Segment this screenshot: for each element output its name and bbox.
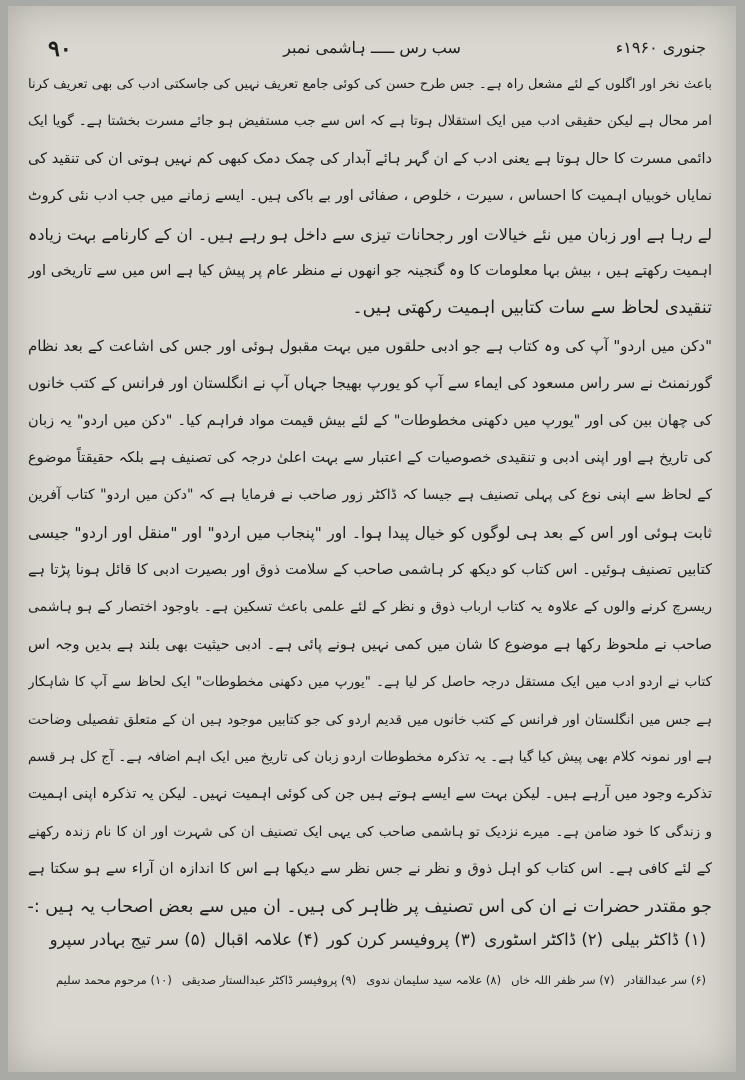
reference-item: (۸) علامہ سید سلیمان ندوی xyxy=(366,973,502,987)
text-line: کی چھان بین کی اور "یورپ میں دکھنی مخطوطات" کے لئے بیش قیمت مواد فراہم کیا۔ "دکن میں اردو" یہ زبان xyxy=(28,412,712,429)
article-body xyxy=(28,66,712,926)
reference-item: (۹) پروفیسر ڈاکٹر عبدالستار صدیقی xyxy=(181,973,357,987)
text-line: امر محال ہے لیکن حقیقی ادب میں ایک استقلال ہوتا ہے کہ اس سے جب مستفیض ہو جائے مسرت بخشتا ہے۔ گویا ایک xyxy=(28,113,712,130)
text-line: کتابیں تصنیف ہوئیں۔ اس کتاب کو دیکھ کر ہاشمی صاحب کے سلامت ذوق اور بصیرت ادبی کا قائل ہونا پڑتا ہے xyxy=(28,562,712,579)
text-line: ریسرچ کرنے والوں کے علاوہ یہ کتاب ارباب ذوق و نظر کے لئے علمی باعث تسکین ہے۔ باوجود اختصار کے ہو ہاشمی xyxy=(28,599,712,616)
reference-item: (۳) پروفیسر کرن کور xyxy=(326,930,477,949)
text-line: جو مقتدر حضرات نے ان کی اس تصنیف پر ظاہر کی ہیں۔ ان میں سے بعض اصحاب یہ ہیں :- xyxy=(28,896,712,917)
text-line: کے لحاظ سے اپنی نوع کی پہلی تصنیف ہے جیسا کہ ڈاکٹر زور صاحب نے فرمایا ہے کہ "دکن میں اردو" کتاب آفرین xyxy=(28,487,712,504)
text-line: اہمیت رکھتے ہیں ، بیش بہا معلومات کا وہ گنجینہ جو انھوں نے منظر عام پر پیش کیا ہے اس میں سے تاریخی اور xyxy=(28,262,712,279)
reference-row xyxy=(48,960,706,1000)
text-line: دائمی مسرت کا حال ہوتا ہے یعنی ادب کے ان گہر ہائے آبدار کی چمک دمک کبھی کم نہیں ہوتی ان کی تنقید کی xyxy=(28,150,712,167)
text-line: و زندگی کا خود ضامن ہے۔ میرے نزدیک تو ہاشمی صاحب کی یہی ایک تصنیف ان کی شہرت اور ان کا نام زندہ رکھنے xyxy=(28,823,712,840)
reference-item: (۱۰) مرحوم محمد سلیم xyxy=(56,973,172,987)
document-page xyxy=(8,6,736,1072)
text-line: تنقیدی لحاظ سے سات کتابیں اہمیت رکھتی ہیں۔ xyxy=(352,298,712,319)
reference-item: (۵) سر تیج بہادر سپرو xyxy=(49,930,207,949)
text-line: ثابت ہوئی اور اس کے بعد ہی لوگوں کو خیال پیدا ہوا۔ اور "پنجاب میں اردو" اور "منقل اور اردو" جیسی xyxy=(28,523,712,542)
text-line: ہے اور نمونہ کلام بھی پیش کیا گیا ہے۔ یہ تذکرہ مخطوطات اردو زبان کی تاریخ میں ایک اہم اضافہ ہے۔ آج کل ہر قسم xyxy=(28,749,712,766)
text-line: صاحب نے ملحوظ رکھا ہے موضوع کا شان میں کمی نہیں ہونے پائی ہے۔ ادبی حیثیت بھی بلند ہے بدیں وجہ اس xyxy=(28,636,712,653)
text-line: باعث نخر اور اگلوں کے لئے مشعل راہ ہے۔ جس طرح حسن کی کوئی جامع تعریف نہیں کی جاسکتی ادب کی بھی تعریف کرنا xyxy=(28,77,712,92)
reference-item: (۶) سر عبدالقادر xyxy=(624,973,706,987)
text-line: نمایاں خوبیاں اہمیت کا احساس ، سیرت ، خلوص ، صفائی اور بے باکی ہیں۔ ایسے زمانے میں جب ادب نئی کروٹ xyxy=(28,188,712,205)
reference-item: (۴) علامہ اقبال xyxy=(214,930,319,949)
reference-item: (۱) ڈاکٹر بیلی xyxy=(611,930,706,949)
reference-list xyxy=(48,920,706,1000)
text-line: تذکرے وجود میں آرہے ہیں۔ لیکن بہت سے ایسے ہوتے ہیں جن کی کوئی اہمیت نہیں۔ لیکن یہ تذکرہ اپنی اہمیت xyxy=(28,786,712,803)
text-line: کی تاریخ ہے اور اپنی ادبی و تنقیدی خصوصیات کے اعتبار سے بہت اعلیٰ درجہ کی تصنیف ہے بلکہ حقیقتاً موضوع xyxy=(28,449,712,466)
text-line: کے لئے کافی ہے۔ اس کتاب کو اہل ذوق و نظر نے جس نظر سے دیکھا ہے اس کا اندازہ ان آراء سے ہو سکتا ہے xyxy=(28,861,712,878)
issue-date: جنوری ۱۹۶۰ء xyxy=(615,38,706,57)
text-line: "دکن میں اردو" آپ کی وہ کتاب ہے جو ادبی حلقوں میں بہت مقبول ہوئی اور جس کی اشاعت کے بعد نظام xyxy=(28,336,712,355)
page-header xyxy=(8,36,736,66)
text-line: لے رہا ہے اور زبان میں نئے خیالات اور رجحانات تیزی سے داخل ہو رہے ہیں۔ ان کے کارنامے بہت زیادہ xyxy=(28,224,712,244)
journal-title: سب رس ـــــ ہاشمی نمبر xyxy=(283,38,461,57)
reference-item: (۷) سر ظفر اللہ خاں xyxy=(511,973,615,987)
text-line: گورنمنٹ نے سر راس مسعود کی ایماء سے آپ کو یورپ بھیجا جہاں آپ نے انگلستان اور فرانس کے کتب خانوں xyxy=(28,374,712,393)
page-number: ۹۰ xyxy=(48,36,72,62)
reference-item: (۲) ڈاکٹر اسٹوری xyxy=(484,930,604,949)
reference-row xyxy=(48,920,706,960)
text-line: ہے جس میں انگلستان اور فرانس کے کتب خانوں میں قدیم اردو کی جو کتابیں موجود ہیں ان کے متعلق تفصیلی وضاحت xyxy=(28,711,712,728)
text-line: کتاب نے اردو ادب میں ایک مستقل درجہ حاصل کر لیا ہے۔ "یورپ میں دکھنی مخطوطات" ایک لحاظ سے آپ کا شاہکار xyxy=(28,674,712,691)
